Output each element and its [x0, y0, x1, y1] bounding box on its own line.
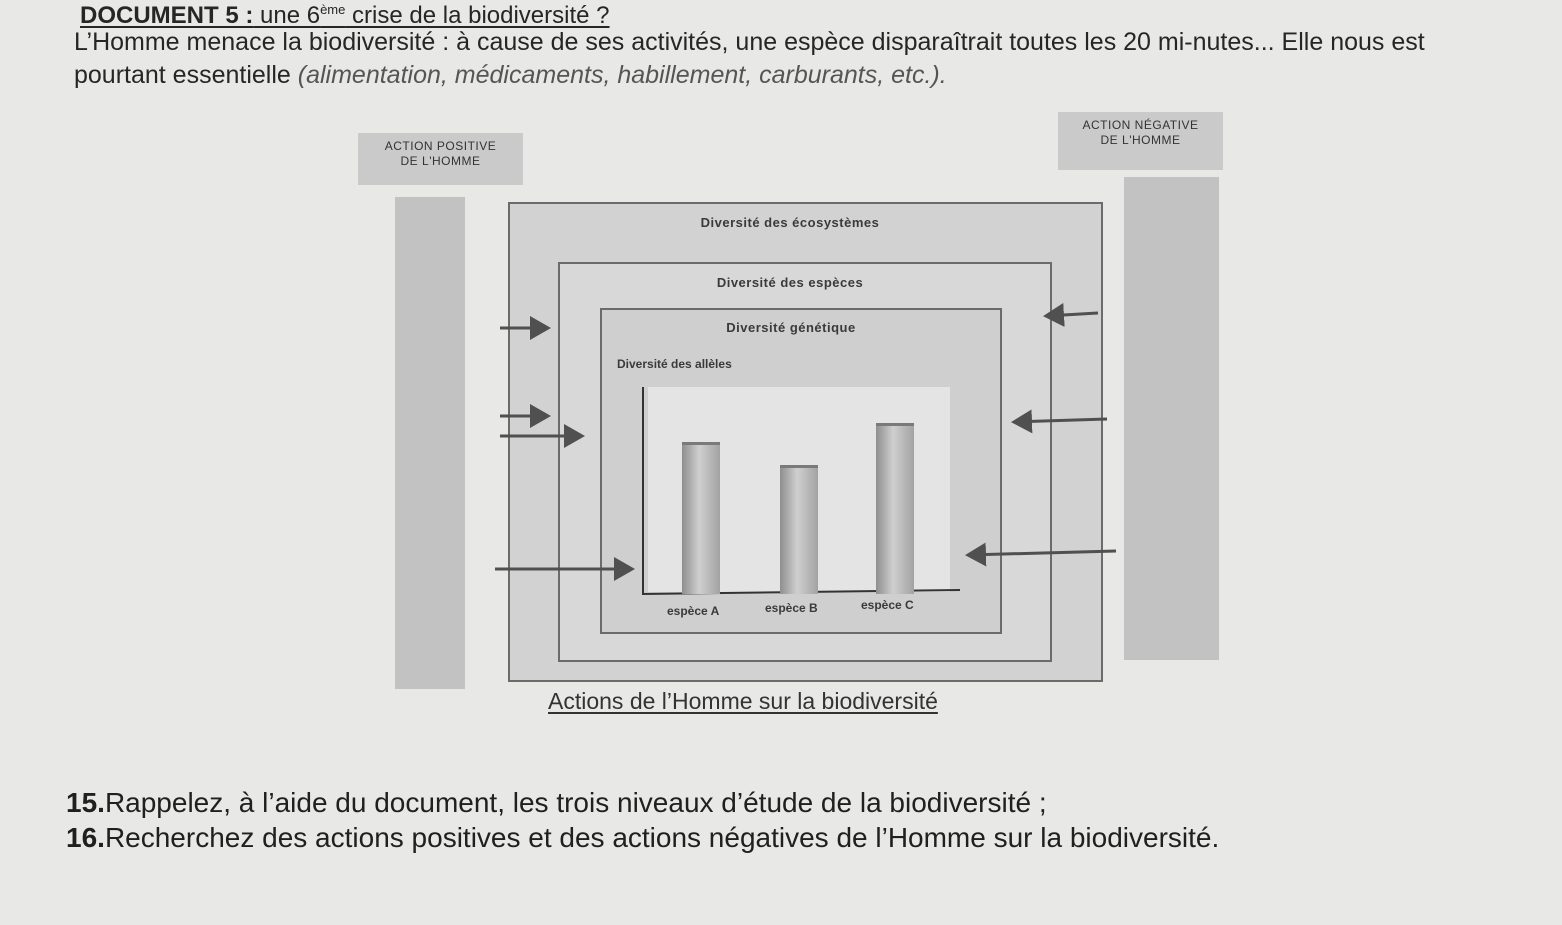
genetic-title: Diversité génétique: [726, 320, 856, 335]
bar-espece-b: [780, 465, 818, 594]
question-16-number: 16.: [66, 822, 105, 853]
question-15-text: Rappelez, à l’aide du document, les trois niveaux d’étude de la biodiversité ;: [104, 787, 1047, 818]
tick-label-espece-c: espèce C: [861, 598, 914, 612]
question-15: [66, 787, 1047, 819]
bar-espece-c: [876, 423, 914, 594]
intro-examples: (alimentation, médicaments, habillement, carburants, etc.).: [297, 61, 947, 89]
alleles-chart-title: Diversité des allèles: [617, 357, 732, 371]
question-15-number: 15.: [66, 787, 105, 818]
negative-arrow-2: [1014, 419, 1107, 422]
negative-label-line2: DE L'HOMME: [1100, 133, 1181, 147]
tick-label-espece-b: espèce B: [765, 601, 818, 615]
positive-label-line1: ACTION POSITIVE: [384, 139, 497, 153]
title-sup: ème: [320, 2, 346, 17]
tick-label-espece-a: espèce A: [667, 604, 720, 618]
ecosystems-title: Diversité des écosystèmes: [700, 215, 880, 230]
title-pre: une 6: [253, 2, 321, 29]
bar-espece-a: [682, 442, 720, 594]
figure-caption: Actions de l’Homme sur la biodiversité: [548, 688, 938, 714]
question-16: [66, 822, 1219, 854]
negative-arrow-1: [1046, 313, 1098, 316]
question-16-text: Recherchez des actions positives et des actions négatives de l’Homme sur la biodiversité.: [104, 822, 1220, 853]
negative-label-line1: ACTION NÉGATIVE: [1082, 118, 1199, 132]
intro-text: L’Homme menace la biodiversité : à cause de ses activités, une espèce disparaîtrait toutes les 20 mi-nutes... Elle nous est pourtant essentielle: [74, 28, 1425, 89]
title-post: crise de la biodiversité ?: [345, 2, 610, 29]
negative-arrow-3: [968, 551, 1116, 555]
species-title: Diversité des espèces: [716, 275, 864, 290]
positive-label-line2: DE L'HOMME: [400, 154, 481, 168]
document-number: DOCUMENT 5 :: [80, 2, 254, 29]
